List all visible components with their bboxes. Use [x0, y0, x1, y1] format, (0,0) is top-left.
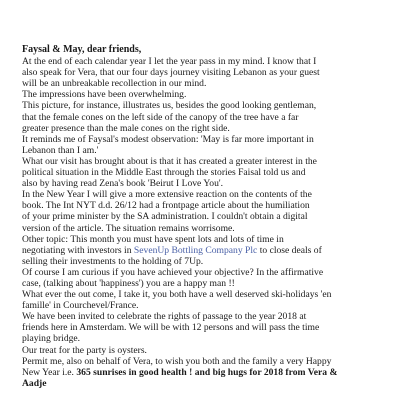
letter-line: Of course I am curious if you have achieved your objective? In the affirmative [22, 266, 324, 278]
letter-line: In the New Year I will give a more extensive reaction on the contents of the [22, 189, 312, 201]
letter-line: The impressions have been overwhelming. [22, 89, 187, 101]
closing-line [22, 367, 390, 378]
negotiating-text-start: negotiating with investors in [22, 244, 134, 256]
letter-line: What ever the out come, I take it, you both have a well deserved ski-holidays 'en [22, 289, 332, 301]
letter-line: At the end of each calendar year I let the year pass in my mind. I know that I [22, 56, 317, 68]
letter-line: selling their investments to the holding of 7Up. [22, 255, 204, 267]
letter-body [22, 44, 390, 389]
company-name: SevenUp Bottling Company Plc [133, 244, 258, 256]
letter-line: What our visit has brought about is that it has created a greater interest in the [22, 155, 317, 167]
letter-line: also by having read Zena's book 'Beirut I Love You'. [22, 178, 224, 190]
letter-line: Lebanon than I am.' [22, 144, 99, 156]
letter-line: This picture, for instance, illustrates us, besides the good looking gentleman, [22, 100, 317, 112]
signature-names: Aadje [22, 377, 47, 389]
letter-line: It reminds me of Faysal's modest observation: 'May is far more important in [22, 133, 314, 145]
letter-line: playing bridge. [22, 333, 81, 345]
closing-text-start: New Year i.e. [22, 366, 77, 378]
letter-line: also speak for Vera, that our four days journey visiting Lebanon as your guest [22, 67, 320, 79]
negotiating-line [22, 245, 390, 256]
letter-line: version of the article. The situation remains worrisome. [22, 222, 235, 234]
letter-line: book. The Int NYT d.d. 26/12 had a frontpage article about the humiliation [22, 200, 310, 212]
letter-line: political situation in the Middle East through the stories Faisal told us and [22, 167, 306, 179]
letter-line: Permit me, also on behalf of Vera, to wish you both and the family a very Happy [22, 355, 332, 367]
letter-line: greater presence than the male cones on the right side. [22, 122, 230, 134]
closing-greeting: 365 sunrises in good health ! and big hugs for 2018 from Vera & [76, 366, 338, 378]
letter-line: case, (talking about 'happiness') you are a happy man !! [22, 277, 235, 289]
negotiating-text-end: to close deals of [257, 244, 322, 256]
letter-line: famille' in Courchevel/France. [22, 300, 139, 312]
letter-line: of your prime minister by the SA administration. I couldn't obtain a digital [22, 211, 308, 223]
letter-line: friends here in Amsterdam. We will be with 12 persons and will pass the time [22, 322, 320, 334]
salutation: Faysal & May, dear friends, [22, 44, 142, 55]
letter-line: will be an unbreakable recollection in our mind. [22, 78, 207, 90]
letter-line: that the female cones on the left side of the canopy of the tree have a far [22, 111, 299, 123]
letter-line: Other topic: This month you must have spent lots and lots of time in [22, 233, 284, 245]
letter-line: Our treat for the party is oysters. [22, 344, 147, 356]
letter-line: We have been invited to celebrate the rights of passage to the year 2018 at [22, 311, 307, 323]
